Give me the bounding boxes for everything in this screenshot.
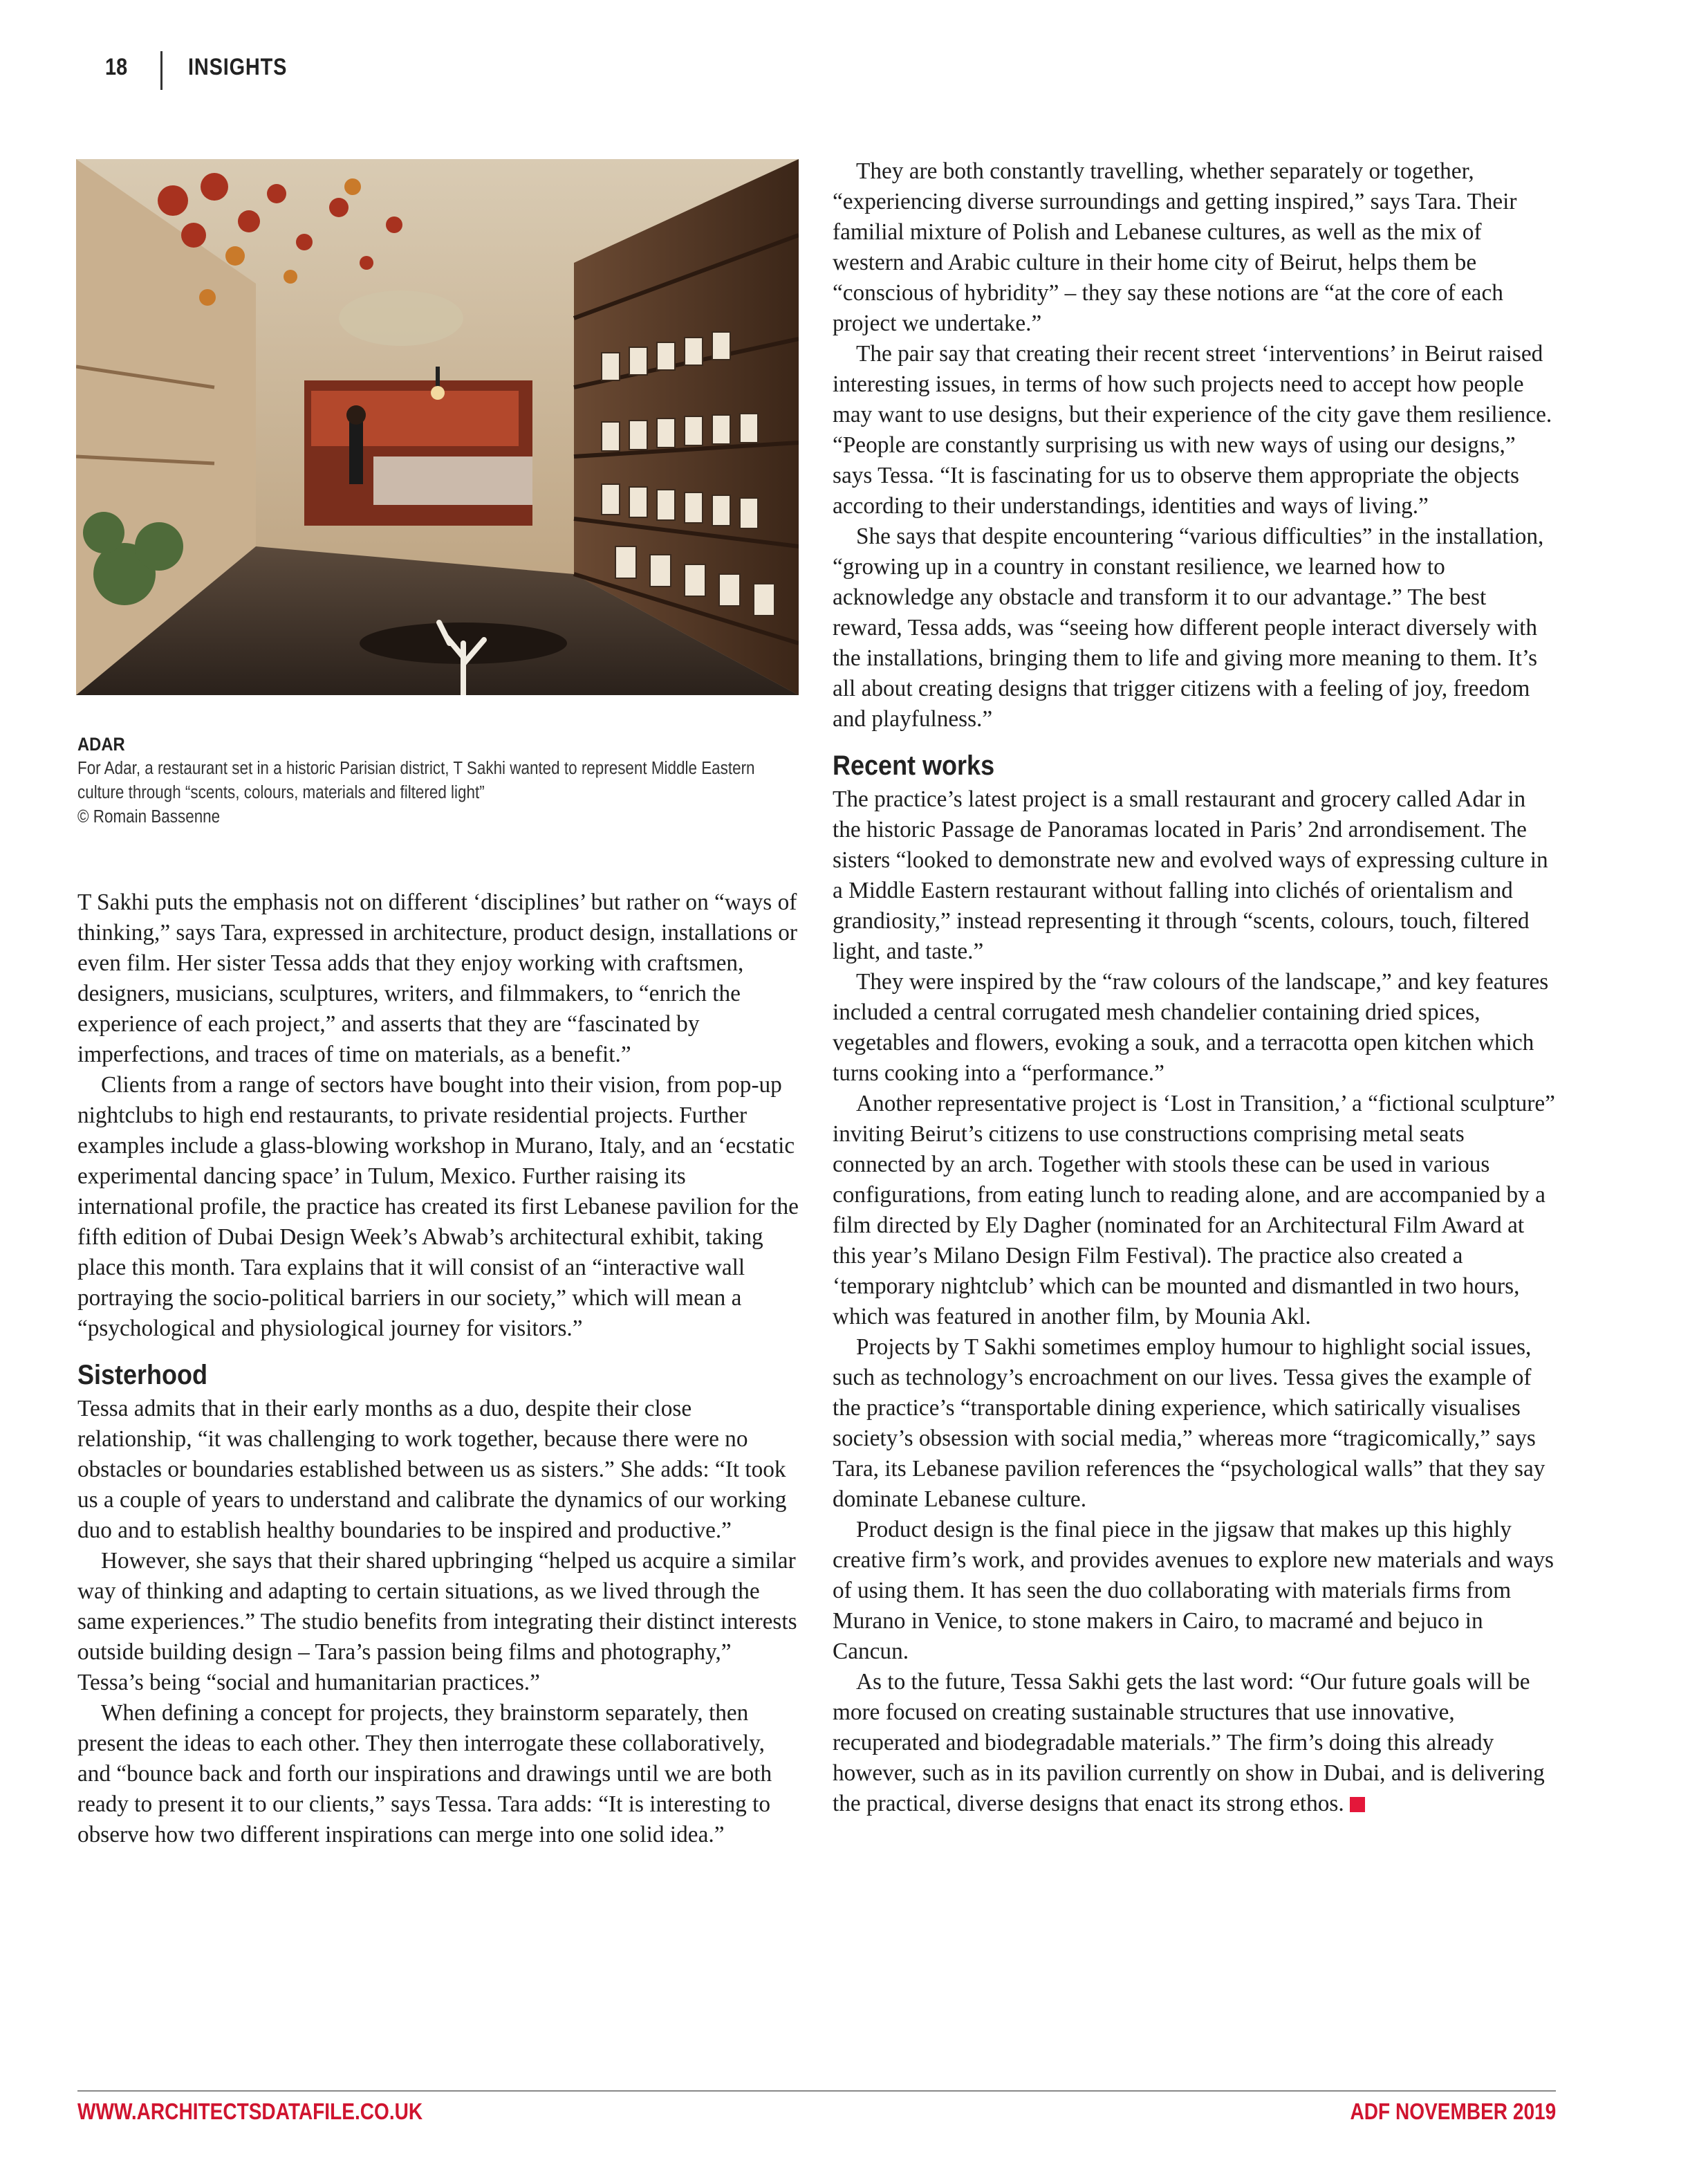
photo-caption: [77, 732, 804, 829]
body-paragraph: She says that despite encountering “various difficulties” in the installation, “growing up in a country in constant resilience, we learned how to acknowledge any obstacle and transform it to our advantage.” The best reward, Tessa adds, was “seeing how different people interact diversely with the installations, bringing them to life and giving more meaning to them. It’s all about creating designs that trigger citizens with a feeling of joy, freedom and playfulness.”: [833, 524, 1544, 732]
body-paragraph: However, she says that their shared upbringing “helped us acquire a similar way of thinking and adapting to certain situations, as we lived through the same experiences.” The studio benefits from integrating their distinct interests outside building design – Tara’s passion being films and photography,” Tessa’s being “social and humanitarian practices.”: [77, 1548, 797, 1695]
section-label: INSIGHTS: [188, 54, 288, 80]
footer-issue: ADF NOVEMBER 2019: [1350, 2099, 1556, 2124]
body-paragraph: Another representative project is ‘Lost in Transition,’ a “fictional sculpture” inviting Beirut’s citizens to use constructions comprising metal seats connected by an arch. Together with stools these can be used in various configurations, from eating lunch to reading alone, and are accompanied by a film directed by Ely Dagher (nominated for an Architectural Film Award at this year’s Milano Design Film Festival). The practice also created a ‘temporary nightclub’ which can be mounted and dismantled in two hours, which was featured in another film, by Mounia Akl.: [833, 1091, 1555, 1329]
section-heading-recent-works: Recent works: [833, 750, 995, 781]
header-divider: [160, 51, 163, 90]
body-paragraph: The practice’s latest project is a small restaurant and grocery called Adar in the historic Passage de Panoramas located in Paris’ 2nd arrondisement. The sisters “looked to demonstrate new and evolved ways of expressing culture in a Middle Eastern restaurant without falling into clichés of orientalism and grandiosity,” instead representing it through “scents, colours, touch, filtered light, and taste.”: [833, 786, 1548, 964]
body-paragraph: When defining a concept for projects, they brainstorm separately, then present the ideas to each other. They then interrogate these collaboratively, and “bounce back and forth our inspirations and drawings until we are both ready to present it to our clients,” says Tessa. Tara adds: “It is interesting to observe how two different inspirations can merge into one solid idea.”: [77, 1700, 772, 1847]
footer-rule: [77, 2090, 1556, 2092]
final-paragraph-text: As to the future, Tessa Sakhi gets the last word: “Our future goals will be more focused on creating sustainable structures that use innovative, recuperated and biodegradable materials.” The firm’s doing this already however, such as in its pavilion currently on show in Dubai, and is delivering the practical, diverse designs that enact its strong ethos.: [833, 1669, 1545, 1816]
body-paragraph: Projects by T Sakhi sometimes employ humour to highlight social issues, such as technology’s encroachment on our lives. Tessa gives the example of the practice’s “transportable dining experience, which satirically visualises society’s obsession with social media,” whereas more “tragicomically,” says Tara, its Lebanese pavilion references the “psychological walls” that they say dominate Lebanese culture.: [833, 1334, 1545, 1512]
end-of-article-mark: [1350, 1797, 1365, 1812]
right-column: [833, 156, 1556, 1819]
body-paragraph-final: [833, 1667, 1556, 1819]
caption-title: ADAR: [77, 734, 125, 755]
body-paragraph: They were inspired by the “raw colours of the landscape,” and key features included a central corrugated mesh chandelier containing dried spices, vegetables and flowers, evoking a souk, and a terracotta open kitchen which turns cooking into a “performance.”: [833, 969, 1549, 1086]
page-number: 18: [105, 54, 128, 80]
body-paragraph: Clients from a range of sectors have bought into their vision, from pop-up nightclubs to high end restaurants, to private residential projects. Further examples include a glass-blowing workshop in Murano, Italy, and an ‘ecstatic experimental dancing space’ in Tulum, Mexico. Further raising its international profile, the practice has created its first Lebanese pavilion for the fifth edition of Dubai Design Week’s Abwab’s architectural exhibit, taking place this month. Tara explains that it will consist of an “interactive wall portraying the socio-political barriers in our society,” which will mean a “psychological and physiological journey for visitors.”: [77, 1072, 799, 1341]
left-column: [77, 887, 800, 1850]
caption-text: For Adar, a restaurant set in a historic Parisian district, T Sakhi wanted to represent Middle Eastern culture through “scents, colours, materials and filtered light”: [77, 759, 755, 802]
body-paragraph: The pair say that creating their recent street ‘interventions’ in Beirut raised interesting issues, in terms of how such projects need to accept how people may want to use designs, but their experience of the city gave them resilience. “People are constantly surprising us with new ways of using our designs,” says Tessa. “It is fascinating for us to observe them appropriate the objects according to their understandings, identities and ways of living.”: [833, 341, 1552, 519]
body-paragraph: Tessa admits that in their early months as a duo, despite their close relationship, “it was challenging to work together, because there were no obstacles or boundaries established between us as sisters.” She adds: “It took us a couple of years to understand and calibrate the dynamics of our working duo and to establish healthy boundaries to be inspired and productive.”: [77, 1396, 787, 1543]
restaurant-photo: [76, 159, 799, 695]
photo-credit: © Romain Bassenne: [77, 807, 221, 827]
body-paragraph: Product design is the final piece in the jigsaw that makes up this highly creative firm’s work, and provides avenues to explore new materials and ways of using them. It has seen the duo collaborating with materials firms from Murano in Venice, to stone makers in Cairo, to macramé and bejuco in Cancun.: [833, 1517, 1554, 1664]
body-paragraph: T Sakhi puts the emphasis not on different ‘disciplines’ but rather on “ways of thinking,” says Tara, expressed in architecture, product design, installations or even film. Her sister Tessa adds that they enjoy working with craftsmen, designers, musicians, sculptures, writers, and filmmakers, to “enrich the experience of each project,” and asserts that they are “fascinated by imperfections, and traces of time on materials, as a benefit.”: [77, 889, 797, 1067]
section-heading-sisterhood: Sisterhood: [77, 1360, 208, 1390]
body-paragraph: They are both constantly travelling, whether separately or together, “experiencing diverse surroundings and getting inspired,” says Tara. Their familial mixture of Polish and Lebanese cultures, as well as the mix of western and Arabic culture in their home city of Beirut, helps them be “conscious of hybridity” – they say these notions are “at the core of each project we undertake.”: [833, 158, 1517, 336]
footer-website-link[interactable]: WWW.ARCHITECTSDATAFILE.CO.UK: [77, 2099, 423, 2124]
restaurant-interior-illustration: [76, 159, 799, 695]
